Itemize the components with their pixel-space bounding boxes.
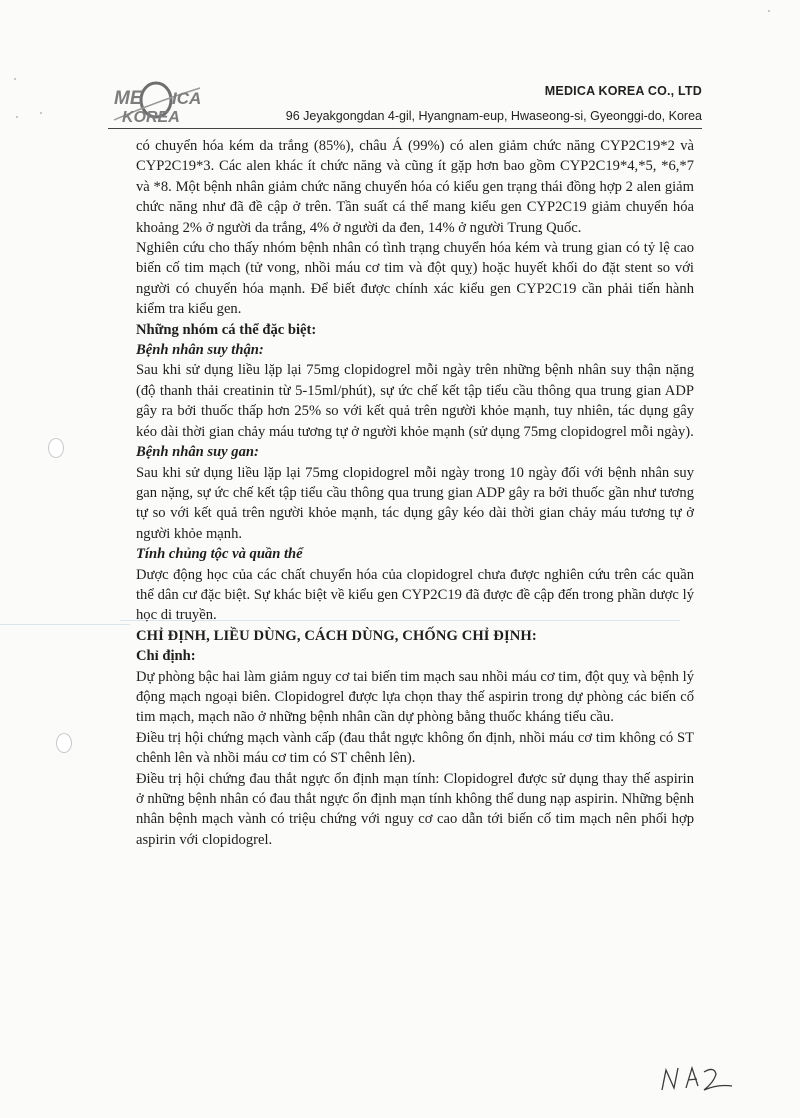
scan-speck [14, 78, 16, 80]
scan-speck [16, 116, 18, 118]
svg-text:ICA: ICA [172, 89, 202, 108]
heading-indication: Chỉ định: [136, 648, 196, 665]
medica-korea-logo [100, 80, 210, 126]
svg-text:ME: ME [114, 88, 143, 109]
heading-special-groups: Những nhóm cá thể đặc biệt: [136, 321, 317, 338]
paragraph-hepatic: Sau khi sử dụng liều lặp lại 75mg clopidogrel mỗi ngày trong 10 ngày đối với bệnh nhân suy gan nặng, sự ức chế kết tập tiểu cầu thông qua trung gian ADP gây ra bởi thuốc gần như tương tự so với kết quả trên người khỏe mạnh, tác dụng gây kéo dài thời gian chảy máu tương tự ở người khỏe mạnh. [136, 464, 694, 542]
handwritten-signature [656, 1060, 738, 1096]
paragraph-risk: Nghiên cứu cho thấy nhóm bệnh nhân có tình trạng chuyển hóa kém và trung gian có tỷ lệ cao biến cố tim mạch (tử vong, nhồi máu cơ tim và đột quỵ) hoặc huyết khối do đặt stent so với người có chuyển hóa mạnh. Để biết được chính xác kiểu gen CYP2C19 cần phải tiến hành kiểm tra kiểu gen. [136, 240, 694, 318]
paragraph-genotype: có chuyển hóa kém da trắng (85%), châu Á (99%) có alen giảm chức năng CYP2C19*2 và CYP2C19*3. Các alen khác ít chức năng và cũng ít gặp hơn bao gồm CYP2C19*4,*5, *6,*7 và *8. Một bệnh nhân giảm chức năng chuyển hóa có kiểu gen trạng thái đồng hợp 2 alen giảm chức năng như đã đề cập ở trên. Tần suất cá thể mang kiểu gen CYP2C19 giảm chuyển hóa khoảng 2% ở người da trắng, 4% ở người da đen, 14% ở người Trung Quốc. [136, 138, 694, 236]
heading-race: Tính chủng tộc và quần thể [136, 546, 303, 563]
scan-speck [768, 10, 770, 12]
heading-indications-dosage: CHỈ ĐỊNH, LIỀU DÙNG, CÁCH DÙNG, CHỐNG CHỈ ĐỊNH: [136, 627, 537, 644]
scan-speck [40, 112, 42, 114]
heading-hepatic: Bệnh nhân suy gan: [136, 444, 259, 461]
paragraph-indication-3: Điều trị hội chứng đau thắt ngực ổn định mạn tính: Clopidogrel được sử dụng thay thế aspirin ở những bệnh nhân có đau thắt ngực ổn định mạn tính không thể dung nạp aspirin. Những bệnh nhân bệnh mạch vành có triệu chứng với nguy cơ cao dẫn tới biến cố tim mạch nên phối hợp aspirin với clopidogrel. [136, 770, 694, 848]
company-address: 96 Jeyakgongdan 4-gil, Hyangnam-eup, Hwaseong-si, Gyeonggi-do, Korea [285, 109, 702, 123]
company-name: MEDICA KOREA CO., LTD [544, 84, 702, 98]
paragraph-indication-1: Dự phòng bậc hai làm giảm nguy cơ tai biến tim mạch sau nhồi máu cơ tim, đột quỵ và bệnh lý động mạch ngoại biên. Clopidogrel được lựa chọn thay thế aspirin trong dự phòng các biến cố tim mạch, mạch não ở những bệnh nhân cần dự phòng bằng thuốc kháng tiểu cầu. [136, 668, 694, 726]
paragraph-renal: Sau khi sử dụng liều lặp lại 75mg clopidogrel mỗi ngày trên những bệnh nhân suy thận nặng (độ thanh thải creatinin từ 5-15ml/phút), sự ức chế kết tập tiểu cầu thông qua trung gian ADP gây ra bởi thuốc thấp hơn 25% so với kết quả trên người khỏe mạnh, tuy nhiên, tác dụng gây kéo dài thời gian chảy máu tương tự ở người khỏe mạnh (sử dụng 75mg clopidogrel mỗi ngày). [136, 362, 694, 440]
punch-hole [48, 438, 64, 458]
document-body [136, 136, 694, 850]
header-divider [108, 128, 702, 129]
heading-renal: Bệnh nhân suy thận: [136, 342, 264, 359]
svg-text:KOREA: KOREA [122, 109, 180, 126]
punch-hole [56, 733, 72, 753]
scan-line [0, 624, 130, 625]
paragraph-race: Dược động học của các chất chuyển hóa của clopidogrel chưa được nghiên cứu trên các quần thể dân cư đặc biệt. Sự khác biệt về kiểu gen CYP2C19 đã được đề cập đến trong phần dược lý học di truyền. [136, 566, 694, 624]
paragraph-indication-2: Điều trị hội chứng mạch vành cấp (đau thắt ngực không ổn định, nhồi máu cơ tim không có ST chênh lên và nhồi máu cơ tim có ST chênh lên). [136, 729, 694, 767]
